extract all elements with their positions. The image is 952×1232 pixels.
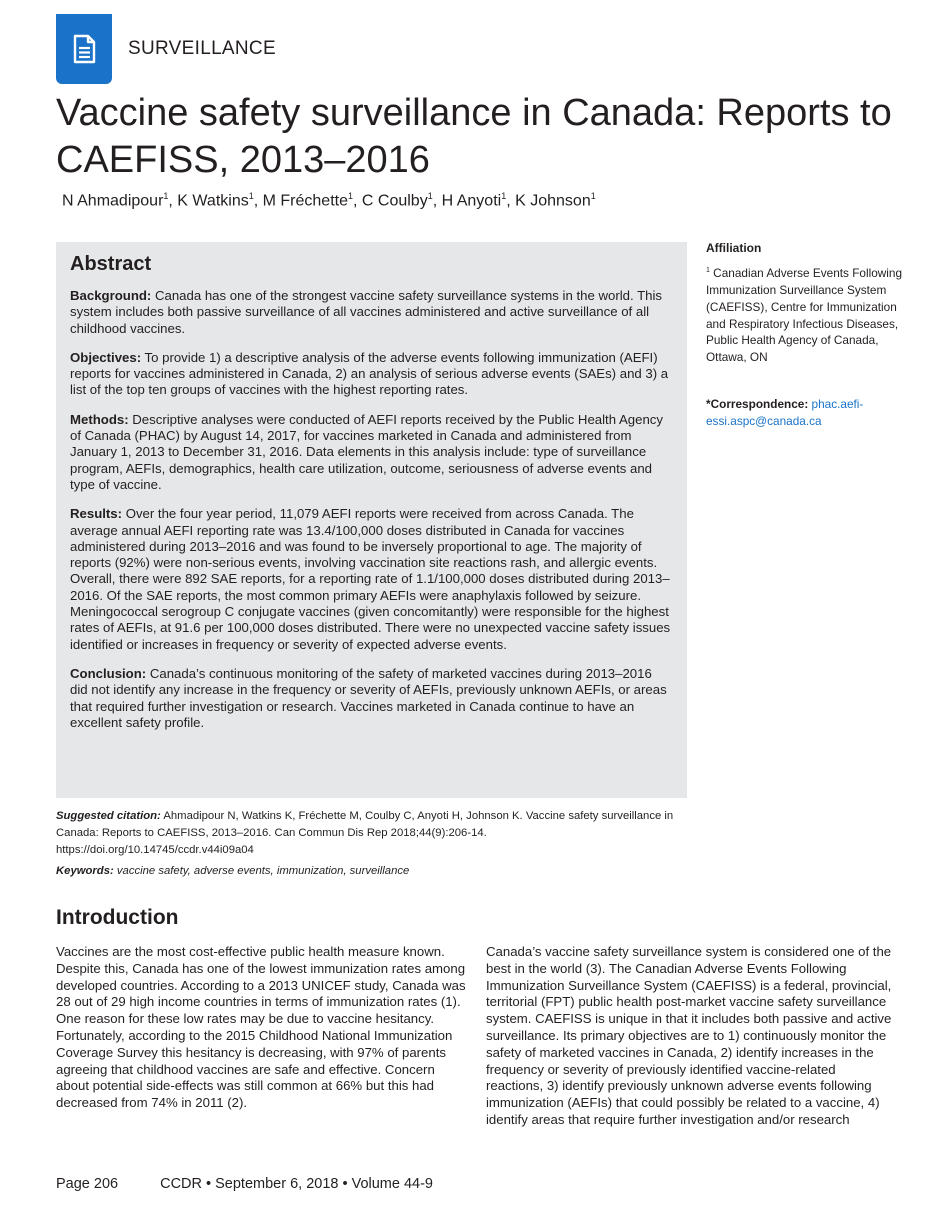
- correspondence: [706, 396, 906, 430]
- introduction-heading: Introduction: [56, 906, 179, 929]
- affiliation-body: Canadian Adverse Events Following Immunization Surveillance System (CAEFISS), Centre for Immunization and Respiratory Infectious Diseases, Public Health Agency of Canada, Ottawa, ON: [706, 265, 903, 365]
- section-badge: [56, 14, 112, 84]
- abstract-section-text: Descriptive analyses were conducted of AEFI reports received by the Public Health Agency of Canada (PHAC) by August 14, 2017, for vaccines marketed in Canada and administered from January 1, 2013 to December 31, 2016. Data elements in this analysis include: type of surveillance program, AEFIs, demographics, health care utilization, outcome, seriousness of adverse events and type of vaccine.: [70, 411, 663, 492]
- abstract-section-text: To provide 1) a descriptive analysis of the adverse events following immunization (AEFI) reports for vaccines administered in Canada, 2) an analysis of serious adverse events (SAEs) and 3) a list of the top ten groups of vaccines with the highest reporting rates.: [70, 349, 669, 398]
- abstract-methods: [70, 412, 673, 493]
- citation-text: Ahmadipour N, Watkins K, Fréchette M, Coulby C, Anyoti H, Johnson K. Vaccine safety surveillance in Canada: Reports to CAEFISS, 2013–2016. Can Commun Dis Rep 2018;44(9):206-14. https://doi.org/10.14745/ccdr.v44i09a04: [56, 810, 674, 856]
- author: N Ahmadipour: [62, 192, 164, 210]
- keywords-label: Keywords:: [56, 865, 114, 877]
- abstract-section-label: Objectives:: [70, 349, 142, 365]
- abstract-heading: Abstract: [70, 253, 152, 275]
- author: K Johnson: [515, 192, 591, 210]
- author-affiliation-mark: 1: [347, 191, 353, 201]
- correspondence-label: *Correspondence:: [706, 397, 809, 412]
- abstract-section-label: Methods:: [70, 411, 129, 427]
- section-label: SURVEILLANCE: [128, 38, 276, 59]
- journal-info: CCDR • September 6, 2018 • Volume 44-9: [160, 1176, 433, 1192]
- correspondence-email-link[interactable]: phac.aefi-essi.aspc@canada.ca: [706, 397, 864, 429]
- author-affiliation-mark: 1: [501, 191, 507, 201]
- author-list: N Ahmadipour$^1$, K Watkins$^1$, M Fréchette$^1$, C Coulby$^1$, H Anyoti$^1$, K Johnson$^1$: [62, 191, 596, 210]
- abstract-results: [70, 506, 673, 653]
- affiliation-heading: Affiliation: [706, 241, 762, 255]
- citation-label: Suggested citation:: [56, 810, 161, 822]
- keywords-text: vaccine safety, adverse events, immunization, surveillance: [113, 865, 410, 877]
- suggested-citation: [56, 808, 676, 859]
- author: H Anyoti: [441, 192, 502, 210]
- author-affiliation-mark: 1: [427, 191, 433, 201]
- affiliation-text: [706, 263, 906, 366]
- abstract-section-text: Canada has one of the strongest vaccine safety surveillance systems in the world. This system includes both passive surveillance of all vaccines administered and active surveillance of all childhood vaccines.: [70, 288, 662, 336]
- abstract-conclusion: [70, 666, 673, 731]
- affiliation-number: 1: [706, 266, 710, 274]
- author-affiliation-mark: 1: [248, 191, 254, 201]
- abstract-section-text: Over the four year period, 11,079 AEFI reports were received from across Canada. The average annual AEFI reporting rate was 13.4/100,000 doses distributed in Canada for vaccines administered during 2013–2016 and was found to be inversely proportional to age. The majority of reports (92%) were non-serious events, involving vaccination site reactions rash, and allergic events. Overall, there were 892 SAE reports, for a reporting rate of 1.1/100,000 doses distributed during 2013–2016. Of the SAE reports, the most common primary AEFIs were anaphylaxis followed by seizure. Meningococcal serogroup C conjugate vaccines (given concomitantly) were responsible for the highest rates of AEFIs, at 91.6 per 100,000 doses distributed. There were no unexpected vaccine safety issues identified or increases in frequency or severity of expected adverse events.: [70, 506, 671, 652]
- author: C Coulby: [361, 192, 428, 210]
- page-footer: [56, 1176, 433, 1192]
- article-title: Vaccine safety surveillance in Canada: Reports to CAEFISS, 2013–2016: [56, 92, 892, 181]
- abstract-section-label: Background:: [70, 288, 152, 303]
- document-icon: [69, 33, 99, 65]
- introduction-column-2: Canada’s vaccine safety surveillance system is considered one of the best in the world (3). The Canadian Adverse Events Following Immunization Surveillance System (CAEFISS) is a federal, provincial, territorial (FPT) public health post-market vaccine safety surveillance system. CAEFISS is unique in that it includes both passive and active surveillance. Its primary objectives are to 1) continuously monitor the safety of marketed vaccines in Canada, 2) identify increases in the frequency or severity of previously identified vaccine-related reactions, 3) identify previously unknown adverse events following immunization (AEFIs) that could possibly be related to a vaccine, 4) identify areas that require further investigation and/or research: [486, 944, 892, 1127]
- abstract-background: [70, 288, 673, 337]
- abstract-section-label: Conclusion:: [70, 665, 147, 681]
- abstract-box: [56, 242, 687, 798]
- author: M Fréchette: [262, 192, 348, 210]
- affiliation-sidebar: [706, 240, 906, 430]
- abstract-section-label: Results:: [70, 506, 123, 522]
- abstract-objectives: [70, 350, 673, 399]
- author-affiliation-mark: 1: [590, 191, 596, 201]
- introduction-column-1: Vaccines are the most cost-effective public health measure known. Despite this, Canada has one of the lowest immunization rates among developed countries. According to a 2013 UNICEF study, Canada was 28 out of 29 high income countries in terms of immunization rates (1). One reason for these low rates may be due to vaccine hesitancy. Fortunately, according to the 2015 Childhood National Immunization Coverage Survey this hesitancy is decreasing, with 97% of parents agreeing that childhood vaccines are safe and effective. Concern about potential side-effects was still common at 66% but this had decreased from 74% in 2011 (2).: [56, 944, 466, 1111]
- abstract-section-text: Canada’s continuous monitoring of the safety of marketed vaccines during 2013–2016 did not identify any increase in the frequency or severity of AEFIs, previously unknown AEFIs, or areas that required further investigation or research. Vaccines marketed in Canada continue to have an excellent safety profile.: [70, 665, 667, 730]
- author: K Watkins: [177, 192, 249, 210]
- author-affiliation-mark: 1: [163, 191, 169, 201]
- page-number: Page 206: [56, 1176, 119, 1192]
- keywords: [56, 865, 676, 877]
